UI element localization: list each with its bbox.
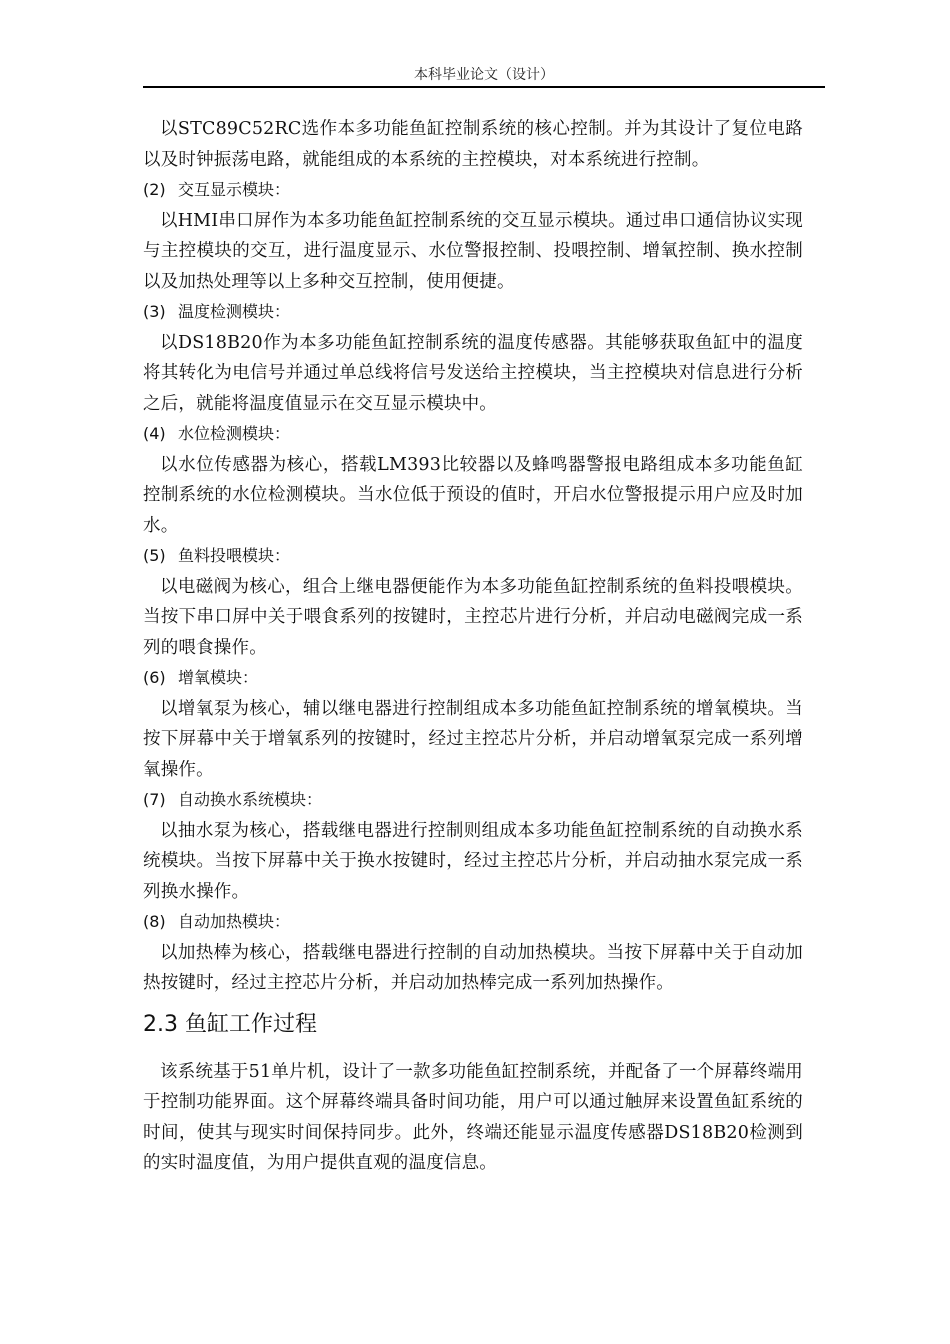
module-block-7 (143, 785, 803, 907)
module-number: (6) (143, 668, 166, 687)
module-title: 自动加热模块： (178, 912, 291, 931)
section-paragraph: 该系统基于51单片机，设计了一款多功能鱼缸控制系统，并配备了一个屏幕终端用于控制功能界面。这个屏幕终端具备时间功能，用户可以通过触屏来设置鱼缸系统的时间，使其与现实时间保持同步。此外，终端还能显示温度传感器DS18B20检测到的实时温度值，为用户提供直观的温度信息。 (143, 1061, 803, 1173)
module-title: 自动换水系统模块： (178, 790, 323, 809)
module-paragraph: 以水位传感器为核心，搭载LM393比较器以及蜂鸣器警报电路组成本多功能鱼缸控制系统的水位检测模块。当水位低于预设的值时，开启水位警报提示用户应及时加水。 (143, 454, 803, 536)
module-paragraph: 以DS18B20作为本多功能鱼缸控制系统的温度传感器。其能够获取鱼缸中的温度将其转化为电信号并通过单总线将信号发送给主控模块，当主控模块对信息进行分析之后，就能将温度值显示在交互显示模块中。 (143, 332, 803, 414)
intro-paragraph: 以STC89C52RC选作本多功能鱼缸控制系统的核心控制。并为其设计了复位电路以及时钟振荡电路，就能组成的本系统的主控模块，对本系统进行控制。 (143, 119, 803, 170)
page-header: 本科毕业论文（设计） (414, 67, 554, 83)
module-title: 水位检测模块： (178, 424, 291, 443)
section-heading: 2.3 鱼缸工作过程 (143, 1011, 317, 1037)
module-paragraph: 以抽水泵为核心，搭载继电器进行控制则组成本多功能鱼缸控制系统的自动换水系统模块。当按下屏幕中关于换水按键时，经过主控芯片分析，并启动抽水泵完成一系列换水操作。 (143, 820, 803, 902)
module-heading (143, 907, 803, 938)
module-block-4 (143, 419, 803, 541)
module-heading (143, 297, 803, 328)
module-number: (3) (143, 302, 166, 321)
module-block-2 (143, 175, 803, 297)
header-rule (143, 86, 825, 88)
module-block-8 (143, 907, 803, 999)
module-paragraph: 以HMI串口屏作为本多功能鱼缸控制系统的交互显示模块。通过串口通信协议实现与主控模块的交互，进行温度显示、水位警报控制、投喂控制、增氧控制、换水控制以及加热处理等以上多种交互控制，使用便捷。 (143, 210, 803, 292)
module-number: (2) (143, 180, 166, 199)
module-number: (8) (143, 912, 166, 931)
module-title: 交互显示模块： (178, 180, 291, 199)
module-title: 温度检测模块： (178, 302, 291, 321)
module-block-6 (143, 663, 803, 785)
body-content (143, 114, 803, 1179)
module-heading (143, 175, 803, 206)
module-title: 增氧模块： (178, 668, 259, 687)
module-paragraph: 以增氧泵为核心，辅以继电器进行控制组成本多功能鱼缸控制系统的增氧模块。当按下屏幕中关于增氧系列的按键时，经过主控芯片分析，并启动增氧泵完成一系列增氧操作。 (143, 698, 803, 780)
module-heading (143, 541, 803, 572)
module-paragraph: 以电磁阀为核心，组合上继电器便能作为本多功能鱼缸控制系统的鱼料投喂模块。当按下串口屏中关于喂食系列的按键时，主控芯片进行分析，并启动电磁阀完成一系列的喂食操作。 (143, 576, 803, 658)
module-heading (143, 785, 803, 816)
module-number: (7) (143, 790, 166, 809)
module-number: (5) (143, 546, 166, 565)
module-heading (143, 663, 803, 694)
module-title: 鱼料投喂模块： (178, 546, 291, 565)
module-paragraph: 以加热棒为核心，搭载继电器进行控制的自动加热模块。当按下屏幕中关于自动加热按键时，经过主控芯片分析，并启动加热棒完成一系列加热操作。 (143, 942, 803, 993)
module-number: (4) (143, 424, 166, 443)
module-block-3 (143, 297, 803, 419)
module-heading (143, 419, 803, 450)
module-block-5 (143, 541, 803, 663)
